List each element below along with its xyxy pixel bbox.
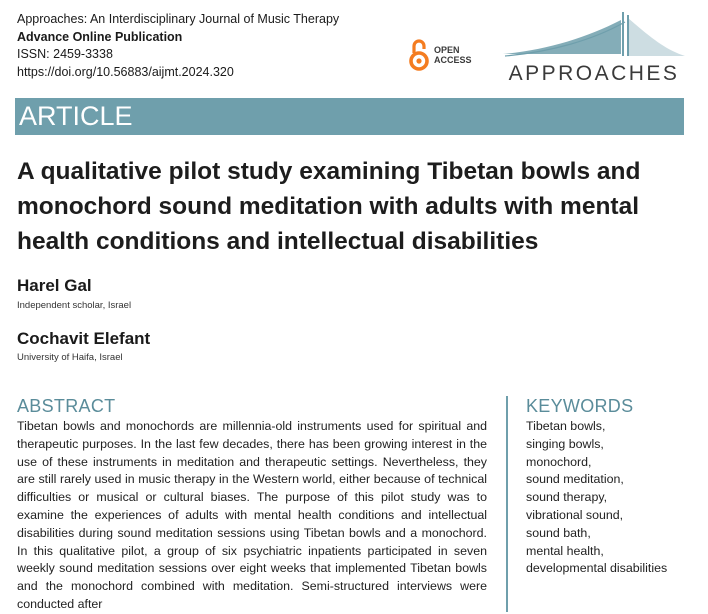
approaches-wordmark: APPROACHES [508, 62, 680, 85]
section-label: ARTICLE [19, 101, 133, 131]
journal-meta [17, 11, 339, 81]
keyword-item: vibrational sound, [526, 507, 624, 522]
abstract-heading: ABSTRACT [17, 396, 116, 416]
issn: ISSN: 2459-3338 [17, 47, 113, 61]
open-access-label: OPEN ACCESS [434, 45, 472, 65]
keyword-item: mental health, [526, 543, 604, 558]
keyword-item: monochord, [526, 454, 592, 469]
keyword-item: sound therapy, [526, 490, 608, 505]
keyword-item: singing bowls, [526, 436, 604, 451]
section-banner [15, 98, 684, 135]
author-affiliation: Independent scholar, Israel [17, 300, 132, 311]
author-name: Harel Gal [17, 276, 92, 295]
open-access-icon [408, 38, 430, 72]
keyword-item: sound bath, [526, 525, 591, 540]
publication-status: Advance Online Publication [17, 29, 183, 44]
keyword-item: Tibetan bowls, [526, 419, 606, 433]
journal-name: Approaches: An Interdisciplinary Journal of Music Therapy [17, 12, 340, 26]
keyword-item: developmental disabilities [526, 561, 668, 576]
open-access-badge[interactable] [408, 38, 472, 72]
abstract-text: Tibetan bowls and monochords are millennia-old instruments used for spiritual and therapeutic purposes. In the last few decades, there has been growing interest in the use of these instruments in meditation and therapeutic settings. Nevertheless, they are still rarely used in music therapy in the Western world, either because of technical difficulties or musical or cultural biases. The purpose of this pilot study was to examine the experiences of adults with mental health conditions and intellectual disabilities during sound meditation sessions using Tibetan bowls and a monochord. In this qualitative pilot, a group of six psychiatric inpatients participated in seven weekly sound meditation sessions over eight weeks that implemented Tibetan bowls and the monochord combined with meditation. Semi-structured interviews were conducted after [17, 419, 487, 611]
author-name: Cochavit Elefant [17, 329, 151, 348]
author-affiliation: University of Haifa, Israel [17, 352, 123, 363]
keyword-item: sound meditation, [526, 472, 624, 487]
article-title: A qualitative pilot study examining Tibetan bowls and monochord sound meditation with adults with mental health conditions and intellectual disabilities [17, 158, 641, 255]
keywords-list [526, 418, 667, 578]
column-divider [506, 396, 508, 612]
keywords-heading: KEYWORDS [526, 396, 634, 416]
approaches-logo [501, 10, 687, 90]
approaches-wave-icon [501, 10, 687, 62]
doi-link[interactable]: https://doi.org/10.56883/aijmt.2024.320 [17, 64, 234, 79]
